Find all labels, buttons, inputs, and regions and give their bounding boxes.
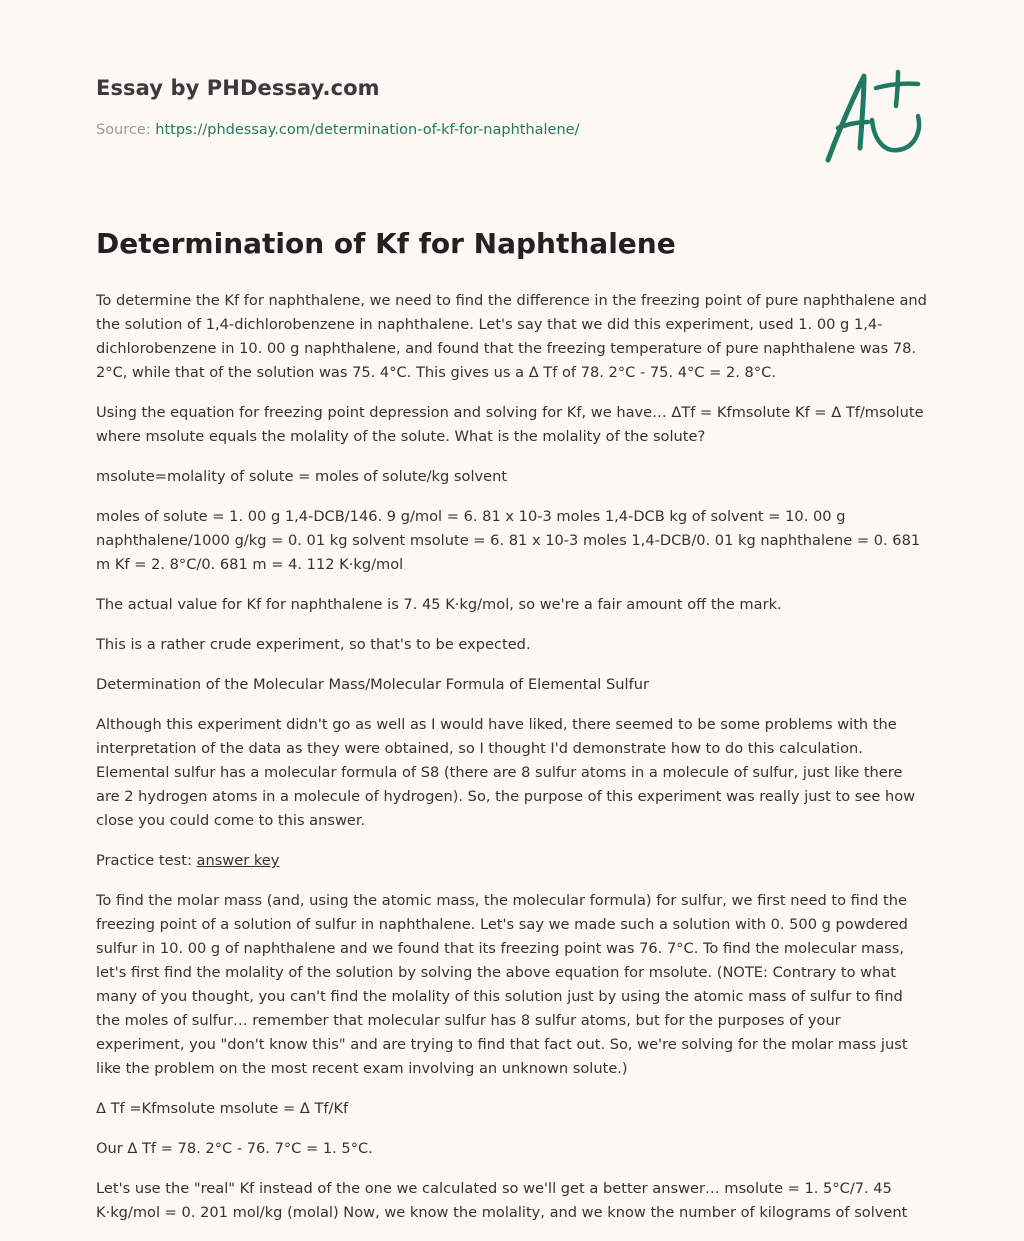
paragraph: Although this experiment didn't go as well as I would have liked, there seemed to be some problems with the interpretation of the data as they were obtained, so I thought I'd demonstrate how to do this calculation. Elemental sulfur has a molecular formula of S8 (there are 8 sulfur atoms in a molecule of sulfur, just like there are 2 hydrogen atoms in a molecule of hydrogen). So, the purpose of this experiment was really just to see how close you could come to this answer. bbox=[96, 716, 916, 829]
source-line bbox=[96, 122, 796, 138]
paragraph: Using the equation for freezing point depression and solving for Kf, we have… ΔTf = Kfmsolute Kf = Δ Tf/msolute where msolute equals the molality of the solute. What is the molality of the solute? bbox=[96, 404, 924, 445]
a-plus-logo-icon bbox=[818, 66, 930, 166]
paragraph: Our Δ Tf = 78. 2°C - 76. 7°C = 1. 5°C. bbox=[96, 1140, 373, 1157]
document-body bbox=[96, 224, 930, 1241]
paragraph: msolute=molality of solute = moles of solute/kg solvent bbox=[96, 468, 508, 485]
page-title: Determination of Kf for Naphthalene bbox=[96, 227, 676, 260]
paragraph: Let's use the "real" Kf instead of the one we calculated so we'll get a better answer… msolute = 1. 5°C/7. 45 K·kg/mol = 0. 201 mol/kg (molal) Now, we know the molality, and we know the number of kilograms of solvent bbox=[96, 1180, 908, 1221]
section-heading: Determination of the Molecular Mass/Molecular Formula of Elemental Sulfur bbox=[96, 676, 649, 693]
answer-key-link[interactable]: answer key bbox=[196, 852, 280, 869]
source-label: Source: bbox=[96, 122, 151, 138]
paragraph: To determine the Kf for naphthalene, we need to find the difference in the freezing point of pure naphthalene and the solution of 1,4-dichlorobenzene in naphthalene. Let's say that we did this experiment, used 1. 00 g 1,4-dichlorobenzene in 10. 00 g naphthalene, and found that the freezing temperature of pure naphthalene was 78. 2°C, while that of the solution was 75. 4°C. This gives us a Δ Tf of 78. 2°C - 75. 4°C = 2. 8°C. bbox=[96, 292, 927, 381]
practice-test-label: Practice test: bbox=[96, 852, 192, 869]
paragraph: The actual value for Kf for naphthalene is 7. 45 K·kg/mol, so we're a fair amount off the mark. bbox=[96, 596, 782, 613]
paragraph: To find the molar mass (and, using the atomic mass, the molecular formula) for sulfur, we first need to find the freezing point of a solution of sulfur in naphthalene. Let's say we made such a solution with 0. 500 g powdered sulfur in 10. 00 g of naphthalene and we found that its freezing point was 76. 7°C. To find the molecular mass, let's first find the molality of the solution by solving the above equation for msolute. (NOTE: Contrary to what many of you thought, you can't find the molality of this solution just by using the atomic mass of sulfur to find the moles of sulfur… remember that molecular sulfur has 8 sulfur atoms, but for the purposes of your experiment, you "don't know this" and are trying to find that fact out. So, we're solving for the molar mass just like the problem on the most recent exam involving an unknown solute.) bbox=[96, 892, 908, 1077]
source-link[interactable]: https://phdessay.com/determination-of-kf-for-naphthalene/ bbox=[155, 122, 580, 138]
site-title: Essay by PHDessay.com bbox=[96, 76, 380, 100]
paragraph: Δ Tf =Kfmsolute msolute = Δ Tf/Kf bbox=[96, 1100, 349, 1117]
paragraph: moles of solute = 1. 00 g 1,4-DCB/146. 9 g/mol = 6. 81 x 10-3 moles 1,4-DCB kg of solvent = 10. 00 g naphthalene/1000 g/kg = 0. 01 kg solvent msolute = 6. 81 x 10-3 moles 1,4-DCB/0. 01 kg naphthalene = 0. 681 m Kf = 2. 8°C/0. 681 m = 4. 112 K·kg/mol bbox=[96, 508, 921, 573]
practice-test-line bbox=[96, 849, 930, 873]
paragraph: This is a rather crude experiment, so that's to be expected. bbox=[96, 636, 531, 653]
site-header bbox=[96, 76, 796, 138]
